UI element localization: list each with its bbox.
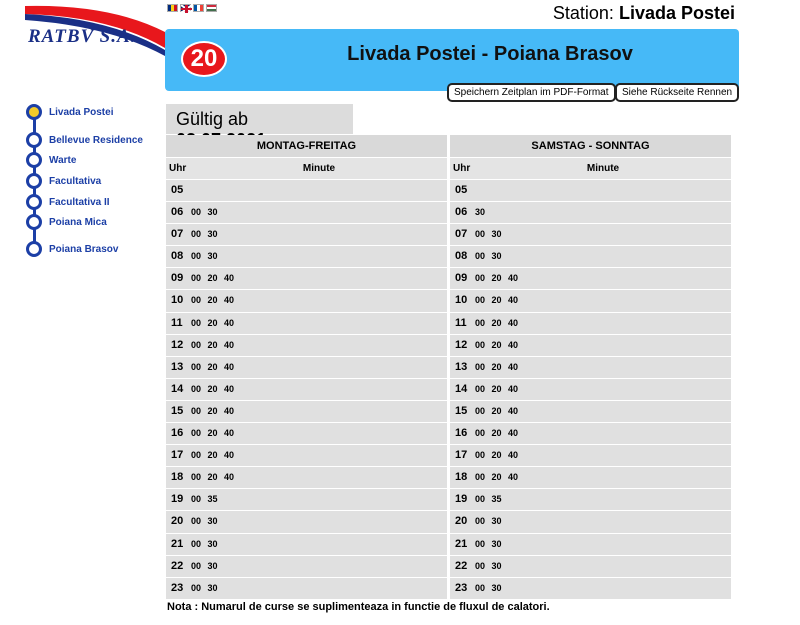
stop-circle-icon	[26, 152, 42, 168]
stop-label: Bellevue Residence	[49, 134, 143, 146]
stop-label: Facultativa	[49, 175, 102, 187]
minutes-cell: 00 30	[191, 560, 218, 571]
table-row	[450, 202, 731, 224]
stop-item[interactable]	[26, 194, 110, 210]
minute-header: Minute	[302, 163, 336, 174]
weekend-title: SAMSTAG - SONNTAG	[450, 135, 731, 158]
minutes-cell: 00 30	[475, 251, 502, 262]
valid-prefix: Gültig ab	[176, 109, 249, 129]
station-heading	[553, 3, 735, 24]
minutes-cell: 00 20 40	[475, 317, 519, 328]
hour-cell: 20	[455, 515, 468, 528]
minutes-cell: 00 20 40	[191, 361, 235, 372]
hour-cell: 23	[455, 581, 468, 594]
stop-circle-icon	[26, 241, 42, 257]
hour-cell: 07	[171, 228, 184, 241]
table-row	[450, 511, 731, 533]
hour-cell: 17	[455, 449, 468, 462]
minutes-cell: 00 20 40	[191, 273, 235, 284]
minutes-cell: 00 20 40	[475, 472, 519, 483]
table-row	[166, 202, 447, 224]
hour-header: Uhr	[453, 163, 471, 174]
minutes-cell: 00 20 40	[191, 317, 235, 328]
hour-cell: 16	[171, 427, 184, 440]
table-row	[166, 335, 447, 357]
table-row	[166, 511, 447, 533]
flag-uk-icon[interactable]	[180, 4, 191, 12]
hour-cell: 09	[455, 272, 468, 285]
hour-cell: 09	[171, 272, 184, 285]
table-row	[166, 401, 447, 423]
minutes-cell: 00 30	[475, 560, 502, 571]
table-row	[166, 246, 447, 268]
minutes-cell: 00 30	[191, 229, 218, 240]
minute-header: Minute	[586, 163, 620, 174]
minutes-cell: 00 20 40	[191, 472, 235, 483]
table-row	[166, 290, 447, 312]
stop-list	[26, 104, 166, 264]
hour-cell: 08	[171, 250, 184, 263]
station-name: Livada Postei	[618, 3, 735, 23]
hour-cell: 17	[171, 449, 184, 462]
logo-text: RATBV S.A.	[28, 26, 137, 47]
reverse-route-button[interactable]: Siehe Rückseite Rennen	[615, 83, 739, 102]
minutes-cell	[475, 180, 731, 201]
minutes-cell: 00 20 40	[475, 450, 519, 461]
stop-circle-icon	[26, 173, 42, 189]
hour-cell: 11	[171, 316, 183, 329]
table-row	[450, 313, 731, 335]
hour-cell: 14	[171, 382, 184, 395]
table-row	[450, 224, 731, 246]
stop-circle-icon	[26, 214, 42, 230]
hour-cell: 14	[455, 382, 468, 395]
table-row	[450, 180, 731, 202]
hour-cell: 05	[171, 184, 184, 196]
hour-cell: 15	[171, 404, 184, 417]
hour-cell: 19	[171, 493, 184, 506]
minutes-cell: 00 20 40	[191, 450, 235, 461]
table-row	[166, 268, 447, 290]
table-row	[450, 268, 731, 290]
stop-label: Poiana Brasov	[49, 243, 119, 255]
minutes-cell: 00 35	[191, 494, 218, 505]
minutes-cell: 00 20 40	[191, 428, 235, 439]
minutes-cell: 00 30	[191, 538, 218, 549]
weekday-title: MONTAG-FREITAG	[166, 135, 447, 158]
minutes-cell: 00 30	[475, 516, 502, 527]
table-row	[166, 224, 447, 246]
hour-cell: 21	[171, 537, 184, 550]
weekday-rows	[166, 180, 447, 600]
hour-cell: 12	[455, 338, 468, 351]
table-row	[166, 423, 447, 445]
hour-cell: 08	[455, 250, 468, 263]
route-number-badge: 20	[181, 41, 227, 77]
table-row	[166, 445, 447, 467]
stop-item[interactable]	[26, 214, 107, 230]
table-row	[450, 445, 731, 467]
hour-header: Uhr	[169, 163, 187, 174]
table-row	[166, 578, 447, 600]
table-row	[450, 489, 731, 511]
hour-cell: 18	[171, 471, 184, 484]
minutes-cell: 00 30	[475, 538, 502, 549]
hour-cell: 20	[171, 515, 184, 528]
minutes-cell: 00 20 40	[475, 383, 519, 394]
weekday-column-headers	[166, 158, 447, 180]
table-row	[450, 467, 731, 489]
stop-label: Warte	[49, 154, 77, 166]
footnote: Nota : Numarul de curse se suplimenteaza in functie de fluxul de calatori.	[167, 601, 550, 613]
flag-fr-icon[interactable]	[193, 4, 204, 12]
hour-cell: 10	[455, 294, 468, 307]
hour-cell: 22	[171, 559, 184, 572]
save-pdf-button[interactable]: Speichern Zeitplan im PDF-Format	[447, 83, 616, 102]
stop-item[interactable]	[26, 241, 118, 257]
weekend-table	[450, 135, 731, 600]
minutes-cell: 00 20 40	[191, 405, 235, 416]
hour-cell: 13	[171, 360, 184, 373]
table-row	[450, 357, 731, 379]
stop-item[interactable]	[26, 152, 76, 168]
minutes-cell	[191, 180, 447, 201]
table-row	[166, 534, 447, 556]
minutes-cell: 00 30	[191, 251, 218, 262]
table-row	[166, 357, 447, 379]
table-row	[450, 379, 731, 401]
minutes-cell: 00 20 40	[475, 339, 519, 350]
minutes-cell: 30	[475, 207, 486, 218]
table-row	[166, 556, 447, 578]
stop-label: Livada Postei	[49, 106, 114, 118]
hour-cell: 10	[171, 294, 184, 307]
minutes-cell: 00 20 40	[191, 295, 235, 306]
minutes-cell: 00 20 40	[475, 295, 519, 306]
ratbv-logo[interactable]	[0, 0, 165, 70]
hour-cell: 22	[455, 559, 468, 572]
minutes-cell: 00 20 40	[191, 339, 235, 350]
hour-cell: 06	[171, 206, 184, 219]
hour-cell: 11	[455, 316, 467, 329]
table-row	[450, 290, 731, 312]
table-row	[450, 578, 731, 600]
hour-cell: 19	[455, 493, 468, 506]
minutes-cell: 00 20 40	[475, 361, 519, 372]
minutes-cell: 00 20 40	[475, 405, 519, 416]
table-row	[166, 180, 447, 202]
valid-from-label	[166, 104, 353, 134]
stop-label: Poiana Mica	[49, 216, 107, 228]
language-flags	[167, 4, 217, 12]
table-row	[166, 379, 447, 401]
hour-cell: 21	[455, 537, 468, 550]
minutes-cell: 00 35	[475, 494, 502, 505]
minutes-cell: 00 30	[191, 207, 218, 218]
weekend-rows	[450, 180, 731, 600]
minutes-cell: 00 30	[191, 516, 218, 527]
stop-item[interactable]	[26, 173, 101, 189]
minutes-cell: 00 30	[475, 229, 502, 240]
weekday-table	[166, 135, 447, 600]
current-stop-icon	[26, 104, 42, 120]
stop-circle-icon	[26, 132, 42, 148]
hour-cell: 12	[171, 338, 184, 351]
table-row	[166, 467, 447, 489]
table-row	[450, 423, 731, 445]
hour-cell: 16	[455, 427, 468, 440]
stop-item[interactable]	[26, 132, 143, 148]
hour-cell: 23	[171, 581, 184, 594]
weekend-column-headers	[450, 158, 731, 180]
minutes-cell: 00 30	[191, 582, 218, 593]
stop-label: Facultativa II	[49, 196, 110, 208]
flag-hu-icon[interactable]	[206, 4, 217, 12]
hour-cell: 06	[455, 206, 468, 219]
table-row	[450, 556, 731, 578]
table-row	[450, 246, 731, 268]
minutes-cell: 00 20 40	[191, 383, 235, 394]
minutes-cell: 00 20 40	[475, 428, 519, 439]
route-banner	[165, 29, 739, 91]
hour-cell: 18	[455, 471, 468, 484]
hour-cell: 05	[455, 184, 468, 196]
table-row	[450, 335, 731, 357]
hour-cell: 13	[455, 360, 468, 373]
minutes-cell: 00 20 40	[475, 273, 519, 284]
table-row	[450, 401, 731, 423]
hour-cell: 07	[455, 228, 468, 241]
table-row	[166, 313, 447, 335]
hour-cell: 15	[455, 404, 468, 417]
table-row	[450, 534, 731, 556]
table-row	[166, 489, 447, 511]
station-prefix: Station:	[552, 3, 614, 23]
stop-circle-icon	[26, 194, 42, 210]
flag-ro-icon[interactable]	[167, 4, 178, 12]
minutes-cell: 00 30	[475, 582, 502, 593]
stop-item[interactable]	[26, 104, 113, 120]
route-title: Livada Postei - Poiana Brasov	[347, 43, 633, 65]
